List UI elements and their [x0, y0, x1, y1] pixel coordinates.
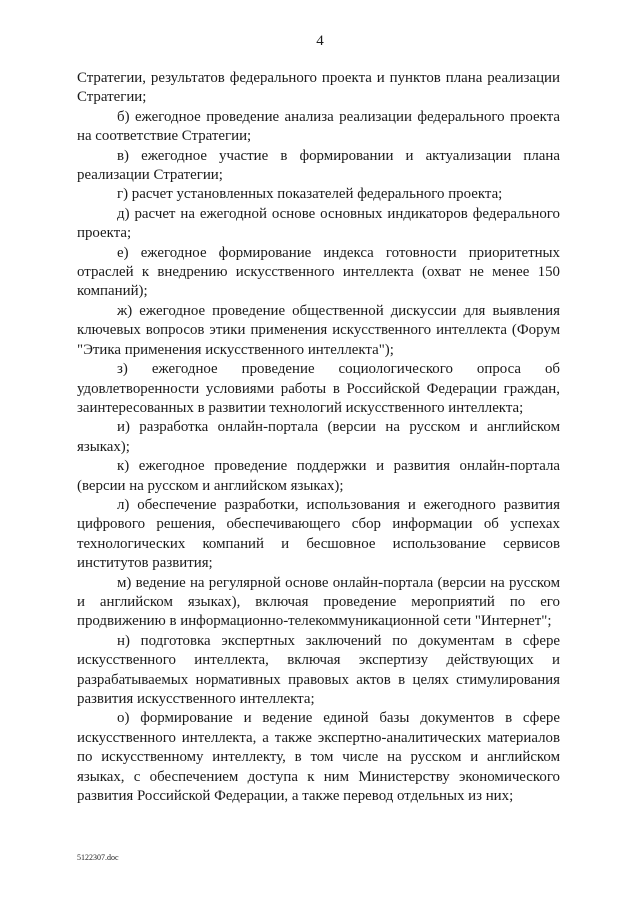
list-item-n: н) подготовка экспертных заключений по документам в сфере искусственного интеллекта, включая экспертизу действующих и разрабатываемых нормативных правовых актов в целях стимулирования развития искусственного интеллекта; [77, 632, 560, 707]
list-item-v: в) ежегодное участие в формировании и актуализации плана реализации Стратегии; [77, 147, 560, 184]
list-item-m: м) ведение на регулярной основе онлайн-портала (версии на русском и английском языках), включая проведение мероприятий по его продвижению в информационно-телекоммуникационной сети "Интернет"; [77, 574, 560, 630]
list-item-k: к) ежегодное проведение поддержки и развития онлайн-портала (версии на русском и английском языках); [77, 458, 560, 494]
list-item-b: б) ежегодное проведение анализа реализации федерального проекта на соответствие Стратегии; [77, 108, 560, 145]
page-number: 4 [316, 33, 324, 49]
list-item-l: л) обеспечение разработки, использования и ежегодного развития цифрового решения, обеспечивающего сбор информации об успехах технологических компаний и бесшовное использование сервисов институтов развития; [77, 496, 560, 572]
document-body [77, 69, 560, 806]
list-item-zh: ж) ежегодное проведение общественной дискуссии для выявления ключевых вопросов этики применения искусственного интеллекта (Форум "Этика применения искусственного интеллекта"); [77, 302, 560, 358]
list-item-e: е) ежегодное формирование индекса готовности приоритетных отраслей к внедрению искусственного интеллекта (охват не менее 150 компаний); [77, 244, 560, 300]
paragraph-continuation: Стратегии, результатов федерального проекта и пунктов плана реализации Стратегии; [77, 70, 560, 106]
list-item-i: и) разработка онлайн-портала (версии на русском и английском языках); [77, 419, 560, 455]
list-item-z: з) ежегодное проведение социологического опроса об удовлетворенности условиями работы в Российской Федерации граждан, заинтересованных в развитии технологий искусственного интеллекта; [77, 361, 560, 416]
footer-filename: 5122307.doc [77, 853, 119, 862]
list-item-g: г) расчет установленных показателей федерального проекта; [117, 186, 503, 203]
list-item-o: о) формирование и ведение единой базы документов в сфере искусственного интеллекта, а также экспертно-аналитических материалов по искусственному интеллекту, в том числе на русском и английском языках, с обеспечением доступа к ним Министерству экономического развития Российской Федерации, а также перевод отдельных из них; [77, 710, 560, 805]
list-item-d: д) расчет на ежегодной основе основных индикаторов федерального проекта; [77, 205, 560, 242]
